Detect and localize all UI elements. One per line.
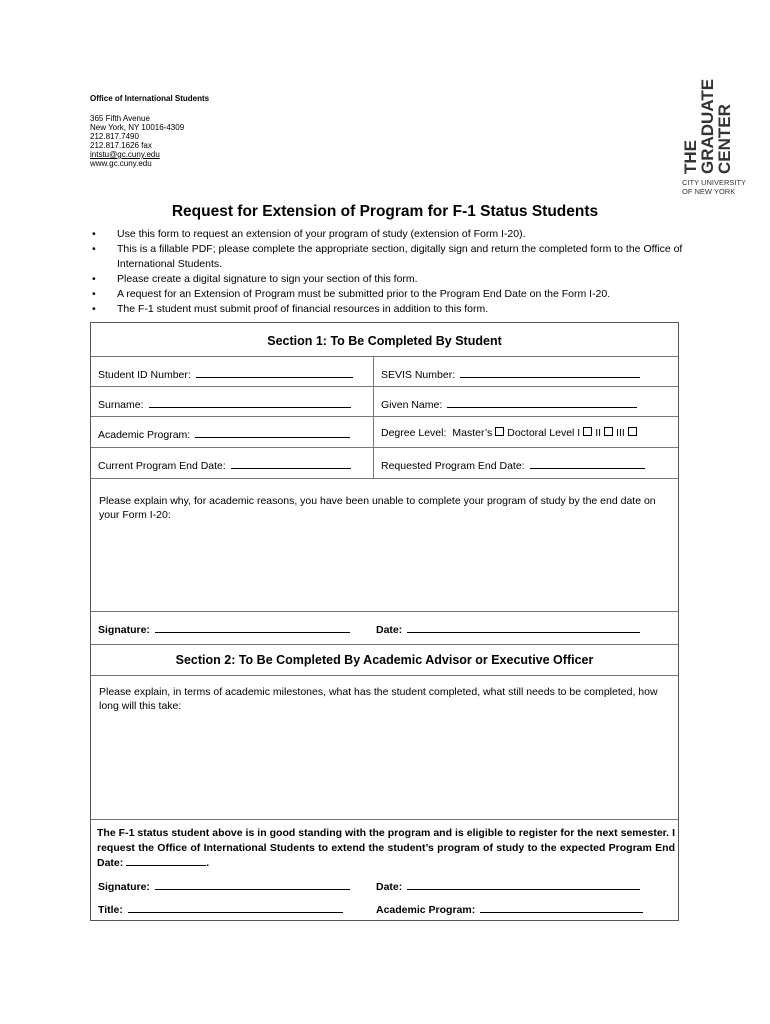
- student-explanation-input[interactable]: [95, 525, 673, 607]
- divider: [91, 478, 678, 479]
- logo-subtitle: [682, 178, 746, 196]
- address-line: New York, NY 10016-4309: [90, 123, 185, 132]
- divider: [91, 356, 678, 357]
- student-id-field[interactable]: [98, 367, 353, 381]
- instruction-item: • The F-1 student must submit proof of financial resources in addition to this form.: [92, 302, 692, 317]
- column-divider: [373, 356, 374, 478]
- surname-input[interactable]: [149, 397, 351, 408]
- instruction-item: • A request for an Extension of Program must be submitted prior to the Program End Date on the Form I-20.: [92, 287, 692, 302]
- requested-end-date-field[interactable]: [381, 458, 645, 472]
- divider: [91, 447, 678, 448]
- masters-label: Master’s: [452, 427, 493, 439]
- divider: [91, 644, 678, 645]
- advisor-title-label: Title:: [98, 904, 123, 916]
- advisor-date-label: Date:: [376, 881, 403, 893]
- instruction-item: • Use this form to request an extension of your program of study (extension of Form I-20).: [92, 227, 692, 242]
- student-id-input[interactable]: [196, 367, 353, 378]
- statement-end: .: [206, 857, 210, 869]
- fax-line: 212.817.1626 fax: [90, 141, 152, 150]
- academic-program-label: Academic Program:: [98, 429, 191, 441]
- student-signature-input[interactable]: [155, 622, 350, 633]
- email-link[interactable]: intstu@gc.cuny.edu: [90, 150, 160, 159]
- expected-end-date-input[interactable]: [126, 856, 206, 866]
- requested-end-date-label: Requested Program End Date:: [381, 460, 525, 472]
- masters-checkbox[interactable]: [495, 427, 504, 436]
- advisor-program-field[interactable]: [376, 902, 643, 916]
- sevis-field[interactable]: [381, 367, 640, 381]
- advisor-signature-field[interactable]: [98, 879, 350, 893]
- advisor-program-label: Academic Program:: [376, 904, 476, 916]
- advisor-signature-label: Signature:: [98, 881, 150, 893]
- surname-label: Surname:: [98, 399, 144, 411]
- address-line: 365 Fifth Avenue: [90, 114, 150, 123]
- level3-label: III: [616, 427, 625, 439]
- instruction-item: • This is a fillable PDF; please complete the appropriate section, digitally sign and return the completed form to the Office of International Students.: [92, 242, 692, 272]
- website-link[interactable]: www.gc.cuny.edu: [90, 159, 152, 168]
- statement-text: The F-1 status student above is in good standing with the program and is eligible to register for the next semester. I request the Office of International Students to extend the student’s program of study to the expected Program End Date:: [97, 827, 675, 869]
- divider: [91, 416, 678, 417]
- section1-title: Section 1: To Be Completed By Student: [267, 334, 502, 348]
- given-name-field[interactable]: [381, 397, 637, 411]
- requested-end-date-input[interactable]: [530, 458, 645, 469]
- student-explanation-prompt: Please explain why, for academic reasons, you have been unable to complete your program of study by the end date on your Form I-20:: [99, 495, 656, 521]
- degree-level-field: [381, 427, 640, 439]
- instructions-list: [92, 227, 692, 317]
- given-name-label: Given Name:: [381, 399, 443, 411]
- surname-field[interactable]: [98, 397, 351, 411]
- advisor-explanation-prompt: Please explain, in terms of academic milestones, what has the student completed, what still needs to be completed, how long will this take:: [99, 686, 658, 712]
- phone-line: 212.817.7490: [90, 132, 139, 141]
- logo-sub-line: CITY UNIVERSITY: [682, 178, 747, 187]
- student-signature-field[interactable]: [98, 622, 350, 636]
- doctoral-level1-checkbox[interactable]: [583, 427, 592, 436]
- student-signature-label: Signature:: [98, 624, 150, 636]
- advisor-signature-input[interactable]: [155, 879, 350, 890]
- section2-title: Section 2: To Be Completed By Academic Advisor or Executive Officer: [175, 653, 594, 667]
- current-end-date-label: Current Program End Date:: [98, 460, 226, 472]
- divider: [91, 819, 678, 820]
- office-name: Office of International Students: [90, 94, 210, 103]
- divider: [91, 611, 678, 612]
- student-date-label: Date:: [376, 624, 403, 636]
- level2-label: II: [595, 427, 602, 439]
- doctoral-label: Doctoral Level I: [507, 427, 581, 439]
- instruction-item: • Please create a digital signature to sign your section of this form.: [92, 272, 692, 287]
- current-end-date-field[interactable]: [98, 458, 351, 472]
- student-date-field[interactable]: [376, 622, 640, 636]
- advisor-date-field[interactable]: [376, 879, 640, 893]
- academic-program-input[interactable]: [195, 427, 350, 438]
- logo-word-center: CENTER: [715, 104, 734, 174]
- doctoral-level2-checkbox[interactable]: [604, 427, 613, 436]
- form-title: Request for Extension of Program for F-1 Status Students: [171, 203, 599, 220]
- academic-program-field[interactable]: [98, 427, 350, 441]
- advisor-title-input[interactable]: [128, 902, 343, 913]
- current-end-date-input[interactable]: [231, 458, 351, 469]
- logo-sub-line: OF NEW YORK: [682, 187, 736, 196]
- office-address: [90, 114, 184, 168]
- student-id-label: Student ID Number:: [98, 369, 191, 381]
- student-date-input[interactable]: [407, 622, 640, 633]
- logo-word-the: THE: [681, 140, 700, 174]
- advisor-date-input[interactable]: [407, 879, 640, 890]
- doctoral-level3-checkbox[interactable]: [628, 427, 637, 436]
- advisor-explanation-input[interactable]: [95, 715, 673, 815]
- degree-level-label: Degree Level:: [381, 427, 447, 439]
- good-standing-statement: [97, 826, 675, 871]
- given-name-input[interactable]: [447, 397, 637, 408]
- form-box: [90, 322, 679, 921]
- divider: [91, 386, 678, 387]
- sevis-label: SEVIS Number:: [381, 369, 456, 381]
- logo-word-graduate: GRADUATE: [698, 78, 717, 174]
- sevis-input[interactable]: [460, 367, 640, 378]
- advisor-title-field[interactable]: [98, 902, 343, 916]
- advisor-program-input[interactable]: [480, 902, 643, 913]
- divider: [91, 675, 678, 676]
